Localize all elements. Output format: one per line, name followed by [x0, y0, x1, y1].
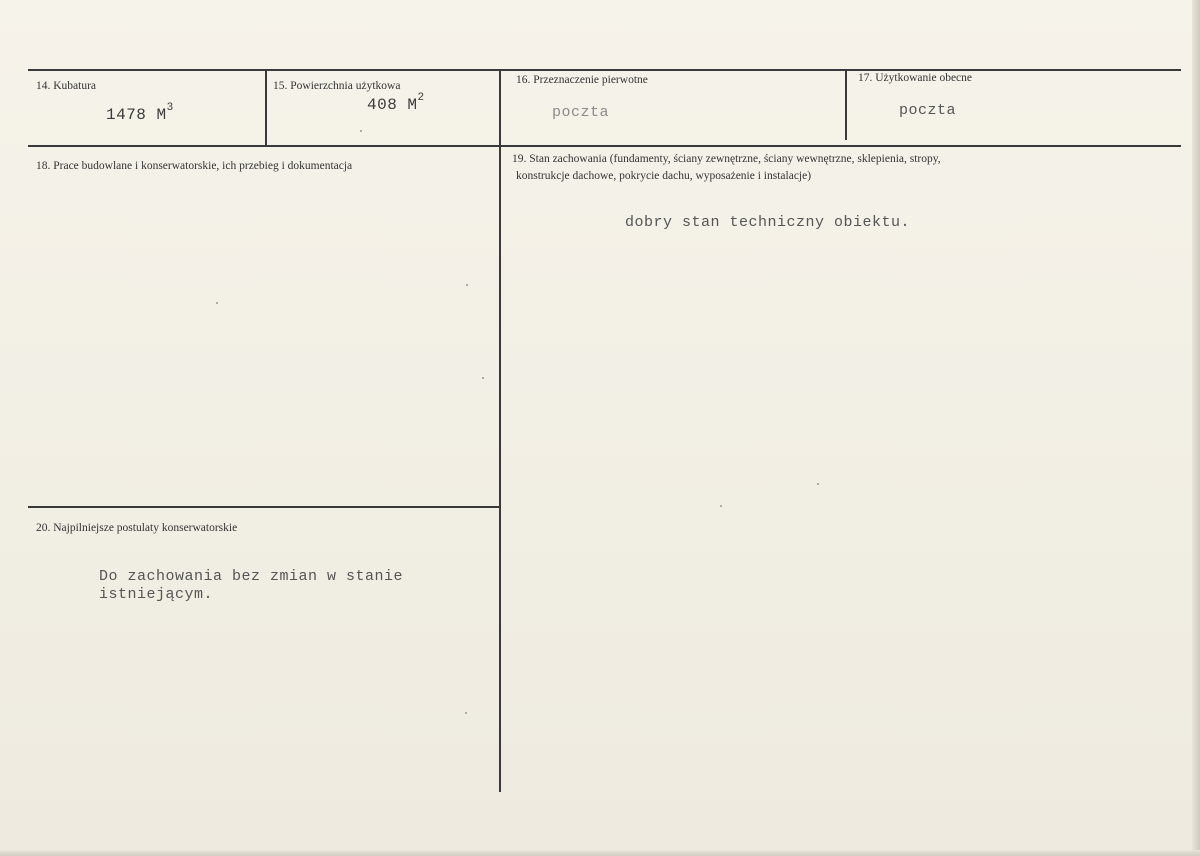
field-16-label: 16. Przeznaczenie pierwotne — [516, 74, 648, 86]
divider-14-15 — [265, 70, 267, 145]
field-19-label-line2: konstrukcje dachowe, pokrycie dachu, wyposażenie i instalacje) — [516, 170, 812, 182]
field-15-value — [367, 92, 425, 114]
field-16-value: poczta — [552, 104, 610, 121]
field-17-value: poczta — [899, 102, 957, 119]
paper-speck — [466, 284, 468, 286]
field-15-number: 408 M — [367, 96, 418, 114]
row1-bottom-rule — [28, 145, 1181, 147]
divider-15-16 — [499, 70, 501, 145]
divider-16-17 — [845, 70, 847, 140]
paper-speck — [360, 130, 362, 132]
field-20-value-line2: istniejącym. — [99, 586, 214, 603]
top-rule — [28, 69, 1181, 71]
field-15-exponent: 2 — [417, 92, 425, 104]
paper-speck — [465, 712, 467, 714]
paper-speck — [720, 505, 722, 507]
field-14-number: 1478 M — [106, 106, 167, 124]
field-18-label: 18. Prace budowlane i konserwatorskie, ich przebieg i dokumentacja — [36, 160, 353, 172]
field-14-value — [106, 102, 174, 124]
field-19-label-line1: 19. Stan zachowania (fundamenty, ściany zewnętrzne, ściany wewnętrzne, sklepienia, stropy, — [512, 153, 941, 165]
paper-edge-right — [1192, 0, 1200, 856]
field-17-label: 17. Użytkowanie obecne — [858, 72, 973, 84]
field-20-value-line1: Do zachowania bez zmian w stanie — [99, 568, 404, 585]
paper-speck — [817, 483, 819, 485]
paper-speck — [216, 302, 218, 304]
field-15-label: 15. Powierzchnia użytkowa — [273, 80, 401, 92]
field-19-value: dobry stan techniczny obiektu. — [625, 214, 911, 231]
paper-speck — [482, 377, 484, 379]
field-14-label: 14. Kubatura — [36, 80, 97, 92]
section18-bottom-rule — [28, 506, 500, 508]
field-20-label: 20. Najpilniejsze postulaty konserwatorskie — [36, 522, 238, 534]
paper-edge-bottom — [0, 850, 1200, 856]
field-14-exponent: 3 — [166, 102, 174, 114]
divider-main-column — [499, 146, 501, 792]
